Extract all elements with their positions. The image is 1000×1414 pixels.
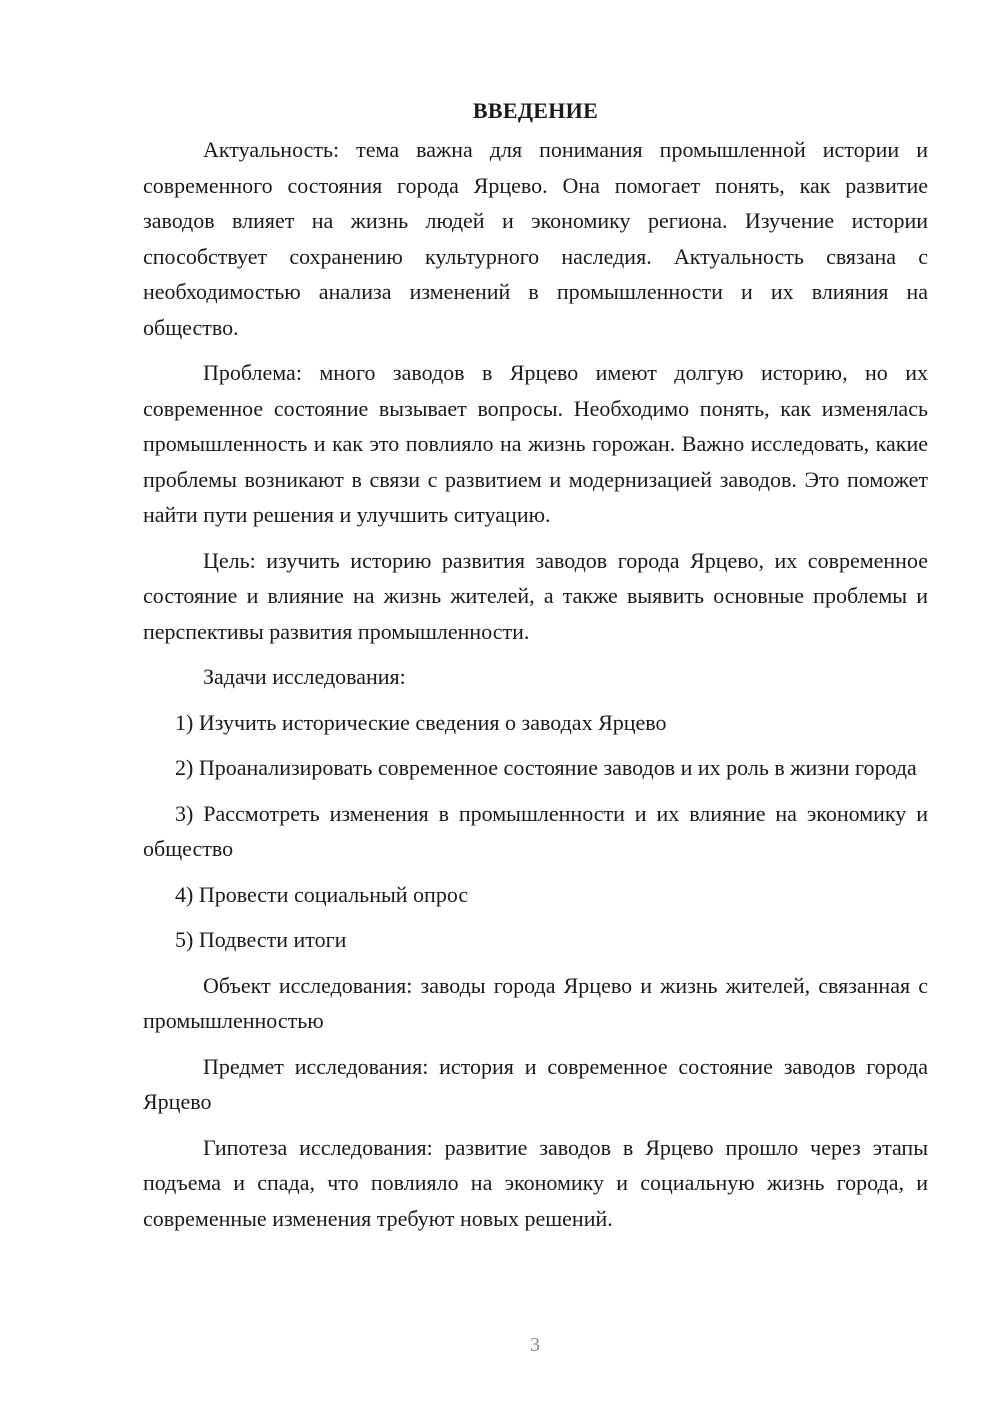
task-item-3: 3) Рассмотреть изменения в промышленности и их влияние на экономику и общество	[143, 800, 928, 861]
task-item-4: 4) Провести социальный опрос	[175, 881, 469, 907]
tasks-heading: Задачи исследования:	[203, 664, 406, 689]
page-content	[143, 96, 928, 1246]
section-title: ВВЕДЕНИЕ	[472, 98, 599, 123]
object-paragraph: Объект исследования: заводы города Ярцево и жизнь жителей, связанная с промышленностью	[143, 972, 928, 1033]
goal-paragraph: Цель: изучить историю развития заводов города Ярцево, их современное состояние и влияние на жизнь жителей, а также выявить основные проблемы и перспективы развития промышленности.	[143, 547, 928, 644]
task-item-2: 2) Проанализировать современное состояние заводов и их роль в жизни города	[175, 755, 917, 780]
relevance-paragraph: Актуальность: тема важна для понимания промышленной истории и современного состояния города Ярцево. Она помогает понять, как развитие заводов влияет на жизнь людей и экономику региона. Изучение истории способствует сохранению культурного наследия. Актуальность связана с необходимостью анализа изменений в промышленности и их влияния на общество.	[143, 137, 928, 340]
subject-paragraph: Предмет исследования: история и современное состояние заводов города Ярцево	[143, 1053, 928, 1114]
task-item-5: 5) Подвести итоги	[175, 927, 347, 952]
page-number: 3	[530, 1334, 540, 1356]
hypothesis-paragraph: Гипотеза исследования: развитие заводов в Ярцево прошло через этапы подъема и спада, что повлияло на экономику и социальную жизнь города, и современные изменения требуют новых решений.	[143, 1134, 928, 1231]
problem-paragraph: Проблема: много заводов в Ярцево имеют долгую историю, но их современное состояние вызывает вопросы. Необходимо понять, как изменялась промышленность и как это повлияло на жизнь горожан. Важно исследовать, какие проблемы возникают в связи с развитием и модернизацией заводов. Это поможет найти пути решения и улучшить ситуацию.	[143, 360, 928, 527]
task-item-1: 1) Изучить исторические сведения о заводах Ярцево	[175, 709, 667, 735]
